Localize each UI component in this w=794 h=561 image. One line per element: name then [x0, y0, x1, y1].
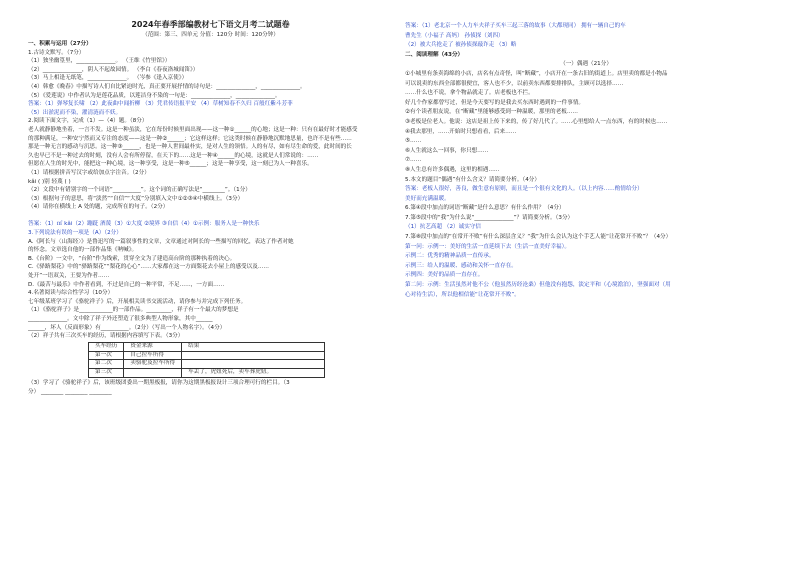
exam-title: 2024年春季部编教材七下语文月考二试题卷: [131, 20, 290, 29]
text-line: 答案：（1）弹琴复长啸 （2）此夜曲中闻折柳 （3）凭君传语报平安 （4）草树知春不久归 百般红紫斗芳菲: [28, 101, 293, 108]
table-cell: 第三次: [89, 369, 124, 378]
table-row: [89, 369, 325, 378]
text-line: 久也早已不是一种过去的时刻，没有人会有所停留，在天下的……这是一种④______的心境，这就是人们常说的：……: [28, 152, 319, 159]
text-line: kǎi ( )别 轻蔑 ( ): [28, 178, 71, 185]
text-line: 可以说卖的东西全部都很便宜，客人也不少，以前卖东西都要排排队，主顾可以选择……: [405, 80, 624, 87]
text-line: ②有个读者朋友说，在“断藏”里能够感受到一种温暖，那里的老板……: [405, 109, 579, 116]
text-line: 分） ________ ________ ________: [28, 388, 112, 395]
text-line: ①小城里有条卖海绵的小店，店名有点奇怪，叫“断藏”，小店开在一条古旧的街道上。店里卖的都是小物品: [405, 70, 668, 77]
table-row: [89, 351, 325, 360]
text-line: 4.名著阅读与综合性学习（10分）: [28, 290, 114, 297]
text-line: ⑧人生总有许多偶遇，这里的相遇……: [405, 166, 500, 173]
text-line: 的怀念。文章选自他的一部作品集《呐喊》。: [28, 247, 138, 254]
table-cell: 第二次: [89, 360, 124, 369]
text-line: 曹先生（小福子 高妈） 孙侦探（刘四）: [405, 32, 504, 39]
table-header-cell: 买车经历: [89, 342, 124, 351]
text-line: 5.本文的题目“偶遇”有什么含义？请简要分析。（4分）: [405, 176, 540, 183]
table-header-cell: 资金来源: [124, 342, 182, 351]
left-column: [28, 40, 393, 396]
table-row: [89, 360, 325, 369]
right-column: [405, 22, 767, 300]
text-line: ⑤……: [405, 138, 422, 145]
car-purchase-table: [88, 342, 325, 378]
table-cell: 卖骆驼及拉车所得: [124, 360, 182, 369]
table-cell: [182, 360, 325, 369]
text-line: 处开”一语双关，王要为作者……: [28, 273, 110, 280]
text-line: （3）马上相逢无纸笔，______________。 （岑参《逢入京使》）: [28, 75, 188, 82]
table-cell: [182, 351, 325, 360]
text-line: （2）祥子共有三次买车的经历，请根据内容填写下表。（3分）: [28, 333, 184, 340]
text-line: （4）韩愈《晚春》中描写诗人们自比紧迫时光，真正要开展抒情的诗句是：______________，______________。: [28, 83, 306, 90]
text-line: 7.第⑤段中的“我”为什么说“______________”？请简要分析。（3分）: [405, 214, 574, 221]
text-line: （2）文段中有错别字的一个词语“__________”。这个词的正确写法是“________”。（1分）: [28, 187, 251, 194]
text-line: 七年级某班学习了《骆驼祥子》后，开展相关读书交流活动，请你参与并完成下列任务。: [28, 298, 247, 305]
text-line: 美好而充满温暖。: [405, 195, 450, 202]
text-line: B.《台阶》一文中，“台阶”作为线索，贯穿全文为了建造高台阶的那种执着的决心。: [28, 255, 236, 262]
text-line: 1.古诗文默写。（7分）: [28, 49, 85, 56]
text-line: 好几个作家都曾写过，但是今天要写的是我去买东西时遇到的一件事情。: [405, 99, 585, 106]
text-line: 6.第④段中加点的词语“断藏”是什么意思？有什么作用？（4分）: [405, 205, 565, 212]
text-line: [28, 212, 393, 221]
text-line: 示例三：给人的温暖、感动和关怀一直存在。: [405, 262, 517, 269]
text-line: （1）抗艺高超 （2）诚实守信: [405, 224, 482, 231]
text-line: ______________。文中除了祥子外还塑造了很多典型人物形象，其中______: [28, 316, 213, 322]
text-line: （4）请你在横线上 A 处的题，完成所在的句子。（2分）: [28, 204, 169, 211]
table-header-cell: 结果: [182, 342, 325, 351]
text-line: D.《最苦与最乐》中作者看到，不过是自己的一种平常，不足……，一方面……: [28, 281, 225, 288]
text-line: 答案：（1）㎡ kǎi（2）蹦跹 酒蔑（3）①大度 ②境界 ③自信（4）①示例：服务人是一种快乐: [28, 221, 260, 228]
table-cell: 自己拉车所得: [124, 351, 182, 360]
text-line: 第一问：示例一：美好的生活一直延续下去（生活一直美好幸福）。: [405, 243, 571, 250]
text-line: 二、阅读理解（43分）: [405, 51, 464, 58]
text-line: （1）《骆驼祥子》是____________的一部作品。_________，祥子有一个最大的梦想是: [28, 307, 239, 314]
text-line: （1）独坐幽篁里，______________。 （王维《竹里馆》）: [28, 58, 171, 65]
text-line: ⑥人生就这么一回事，你只想……: [405, 147, 489, 154]
text-line: （一）偶遇（21分）: [560, 61, 612, 68]
text-line: 答案：老板人很好，善良，做生意有原则，而且是一个很有文化的人。（以上内容……酌情给分）: [405, 186, 643, 193]
text-line: ⑦……: [405, 157, 422, 164]
text-line: 第二问：示例：生活虽然对他不公（他虽然历经沧桑）但他没有抱怨，淡定平和（心境澹泊），坚强面对（用: [405, 282, 671, 289]
text-line: 3.下列说法有误的一项是（A）（2分）: [28, 230, 122, 237]
text-line: 示例四：美好的品质一直存在。: [405, 272, 484, 279]
text-line: A.《阿长与〈山海经〉》是鲁迅写的一篇叙事性的文章，文章通过对阿长的一些描写的回忆，表达了作者对她: [28, 238, 294, 245]
table-cell: [124, 369, 182, 378]
text-line: ④我去那里，……开始时只想看看，后来……: [405, 128, 517, 135]
text-line: 2.阅读下面文字，完成（1）—（4）题。（8分）: [28, 118, 148, 125]
text-line: （2）被大兵抢走了 被孙侦探敲诈走 （3）略: [405, 42, 517, 49]
text-line: ……什么也不说，拿个物品就走了。店老板也不拦。: [405, 90, 534, 97]
text-line: （3）根据句子的意思，将“淡然”“自信”“大度”分别填入文中①②③④中横线上。（3分）: [28, 195, 244, 202]
text-line: 心对待生活），所以他相信能“让花常开不败”。: [405, 291, 520, 298]
text-line: 示例二：优秀的精神品质一直传承。: [405, 253, 495, 260]
text-line: 那是一种无言的感动与沉思。这一种③______，也是一种人世间最朴实，是对人生的领悟。人的有尽，如有尽生命的爱，此时间的长: [28, 144, 352, 151]
text-line: （2）______________，阴人不起故园情。 （李白《春夜洛城闻笛》）: [28, 66, 199, 73]
text-line: （1）请根据拼音写汉字或给加点字注音。（2分）: [28, 169, 150, 176]
text-line: 7.第⑧段中加点的“在常开不败”有什么深层含义？“我”为什么会认为这个手艺人能“让花常开不败”？（4分）: [405, 234, 672, 241]
text-line: 老人就静静地坐着，一言不发。这是一种虽淡，它在每份时候里面出现——这一种①______的心地；这是一种：只有在最好时才能感受: [28, 126, 358, 133]
text-line: C.《驿路梨花》中的“驿路梨花”“梨花的心心”……大家都在这一方面梨花去小屋上的感受以及……: [28, 264, 270, 271]
text-line: ______，坏人（反面形象）有__________。（2分）（写出一个人物名字）。（4分）: [28, 324, 226, 331]
text-line: （3）学习了《骆驼祥子》后，该班级团委出一期黑板报，请你为这期黑板报设计三项合理可行的栏目。（3: [28, 379, 290, 386]
text-line: 答案：（1）老北京一个人力车夫祥子买车三起三落的故事（大都现同） 拥有一辆自己的车: [405, 23, 626, 29]
table-cell: 第一次: [89, 351, 124, 360]
text-line: （5）出淤泥而不染，濯清涟而不妖。: [28, 109, 122, 116]
text-line: 的那种满足，一种安宁然而又专注的态度——这是一种②______；它这样这样；它这类时候在静静地沉默地思量，也许不是有些……: [28, 135, 352, 142]
text-line: 但愿在人生的时光中，能把这一种心境，这一种享受，这是一种⑤______；这是一种享受，这一刻已为人一种喜乐。: [28, 161, 313, 168]
text-line: ③老板是位老人。他说：这店是祖上传下来的，传了好几代了。……心里想给人一点东西，有的时候也……: [405, 118, 668, 125]
exam-subtitle: （范围：第三、四单元 分值：120分 时间：120分钟）: [142, 32, 279, 38]
text-line: （5）《爱莲说》中作者认为是莲花品质，以莲洁身不染的一句是：______________，______________。: [28, 92, 281, 99]
text-line: 一、积累与运用（27分）: [28, 41, 92, 47]
table-cell: 车丢了，虎妞死后，卖车葬虎妞。: [182, 369, 325, 378]
